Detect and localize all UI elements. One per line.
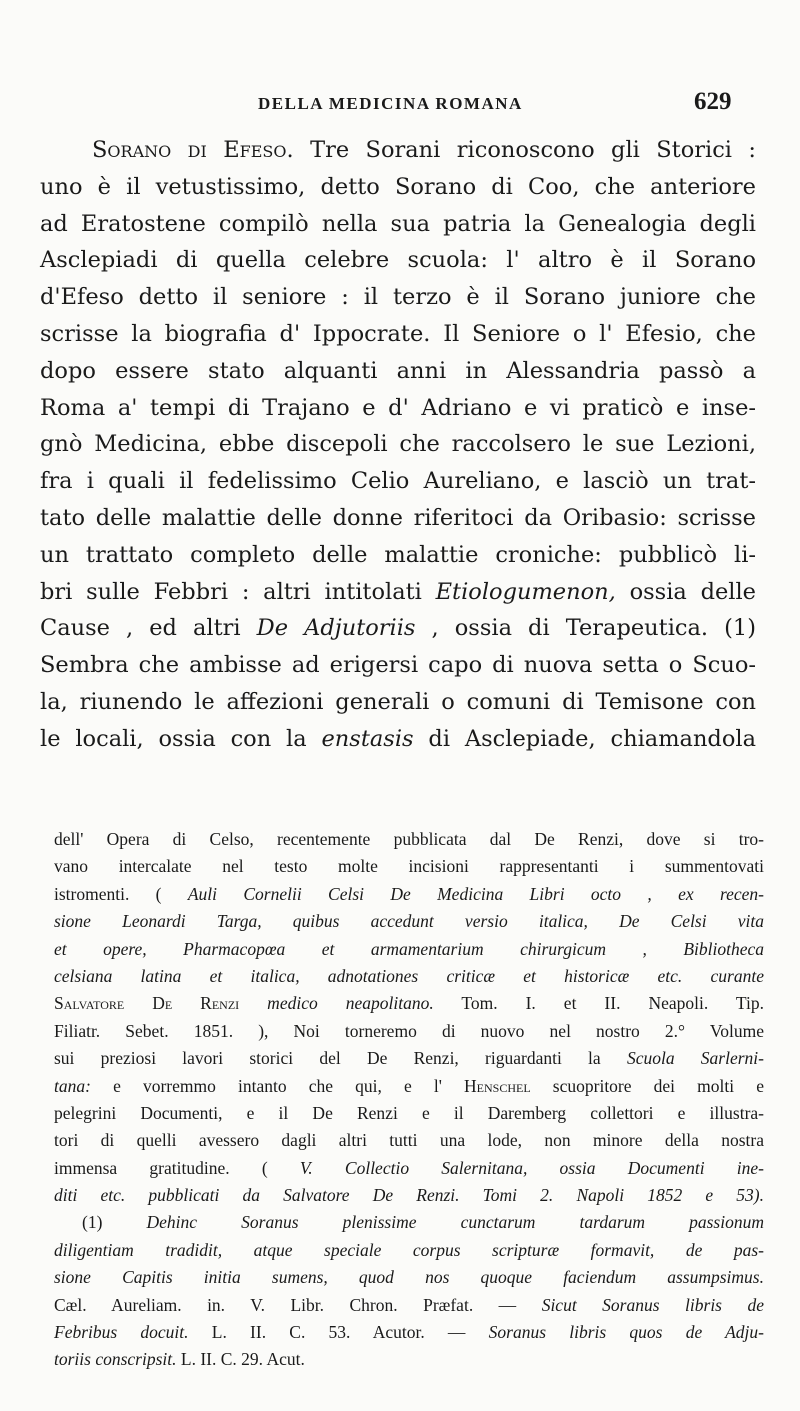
text-line	[40, 721, 756, 758]
footnotes	[54, 826, 764, 1374]
footnote-text: L. II. C. 29. Acut.	[176, 1349, 305, 1370]
footnote-line	[54, 1155, 764, 1182]
text-span: , ossia di Terapeutica. (1)	[415, 615, 756, 642]
italic-citation: Sicut Soranus libris de	[541, 1294, 765, 1315]
text-span: Tre Sorani riconoscono gli Storici :	[293, 137, 756, 163]
italic-citation: Febribus docuit.	[54, 1322, 189, 1343]
italic-citation: V. Collectio Salernitana, ossia Documenti ine-	[299, 1157, 764, 1178]
footnote-line	[54, 1264, 764, 1291]
italic-citation: medico neapolitano.	[239, 993, 434, 1014]
italic-citation: Soranus libris quos de Adju-	[488, 1322, 764, 1343]
text-line	[40, 610, 756, 647]
footnote-text: tori di quelli avessero dagli altri tutti una lode, non minore della nostra	[54, 1130, 764, 1151]
text-line: uno è il vetustissimo, detto Sorano di Coo, che anteriore	[40, 173, 756, 200]
italic-citation: tana:	[54, 1075, 91, 1096]
footnote-line	[54, 1100, 764, 1127]
footnote-text: scuopritore dei molti e	[530, 1075, 764, 1096]
italic-term: enstasis	[321, 725, 414, 752]
footnote-line	[54, 1237, 764, 1264]
footnote-line	[54, 963, 764, 990]
text-span: le locali, ossia con la	[40, 725, 322, 752]
small-caps-name: Salvatore De Renzi	[54, 993, 240, 1014]
italic-citation: Scuola Sarlerni-	[626, 1048, 764, 1069]
footnote-text: L. II. C. 53. Acutor. —	[188, 1322, 489, 1343]
footnote-line	[54, 1073, 764, 1100]
italic-citation: sione Leonardi Targa, quibus accedunt versio italica, De Celsi vita	[54, 911, 764, 932]
running-head	[0, 90, 800, 126]
running-title: DELLA MEDICINA ROMANA	[258, 94, 523, 113]
text-line: Asclepiadi di quella celebre scuola: l' altro è il Sorano	[40, 247, 756, 274]
text-span: ossia delle	[615, 578, 756, 605]
text-line	[40, 132, 756, 169]
footnote-text: immensa gratitudine. (	[54, 1157, 300, 1178]
small-caps-name: Henschel	[464, 1075, 531, 1096]
text-line: un trattato completo delle malattie croniche: pubblicò li-	[40, 541, 756, 568]
main-text	[40, 132, 756, 758]
section-heading: Sorano di Efeso.	[92, 137, 294, 163]
text-span: di Asclepiade, chiamandola	[413, 725, 756, 752]
footnote-line	[54, 1319, 764, 1346]
italic-title: De Adjutoriis	[256, 615, 416, 642]
footnote-line	[54, 1292, 764, 1319]
text-line: scrisse la biografia d' Ippocrate. Il Seniore o l' Efesio, che	[40, 320, 756, 347]
italic-citation: toriis conscripsit.	[54, 1349, 177, 1370]
footnote-text: Cæl. Aureliam. in. V. Libr. Chron. Præfat. —	[54, 1294, 542, 1315]
italic-citation: diti etc. pubblicati da Salvatore De Renzi. Tomi 2. Napoli 1852 e 53).	[54, 1185, 764, 1206]
footnote-line	[54, 936, 764, 963]
footnote-line	[54, 1346, 764, 1373]
footnote-line	[54, 1209, 764, 1236]
italic-citation: Dehinc Soranus plenissime cunctarum tardarum passionum	[146, 1212, 764, 1233]
footnote-line	[54, 881, 764, 908]
footnote-text: Filiatr. Sebet. 1851. ), Noi torneremo di nuovo nel nostro 2.° Volume	[54, 1020, 764, 1041]
text-line: gnò Medicina, ebbe discepoli che raccolsero le sue Lezioni,	[40, 431, 756, 458]
italic-citation: sione Capitis initia sumens, quod nos quoque faciendum assumpsimus.	[54, 1267, 764, 1288]
text-line: d'Efeso detto il seniore : il terzo è il Sorano juniore che	[40, 284, 756, 311]
footnote-text: pelegrini Documenti, e il De Renzi e il Daremberg collettori e illustra-	[54, 1102, 764, 1123]
text-line: Sembra che ambisse ad erigersi capo di nuova setta o Scuo-	[40, 652, 756, 679]
text-line: tato delle malattie delle donne riferitoci da Oribasio: scrisse	[40, 504, 756, 531]
text-line: fra i quali il fedelissimo Celio Aureliano, e lasciò un trat-	[40, 468, 756, 495]
text-span: Cause , ed altri	[40, 615, 257, 642]
text-span: bri sulle Febbri : altri intitolati	[40, 578, 436, 605]
italic-citation: diligentiam tradidit, atque speciale corpus scripturæ formavit, de pas-	[54, 1239, 764, 1260]
footnote-text: sui preziosi lavori storici del De Renzi, riguardanti la	[54, 1048, 627, 1069]
text-line: la, riunendo le affezioni generali o comuni di Temisone con	[40, 688, 756, 715]
footnote-line	[54, 1045, 764, 1072]
text-line: dopo essere stato alquanti anni in Alessandria passò a	[40, 357, 756, 384]
footnote-text: istromenti. (	[54, 883, 188, 904]
text-line: ad Eratostene compilò nella sua patria la Genealogia degli	[40, 210, 756, 237]
footnote-line	[54, 1018, 764, 1045]
page-number: 629	[694, 88, 732, 115]
footnote-text: Tom. I. et II. Neapoli. Tip.	[433, 993, 764, 1014]
footnote-text: (1)	[82, 1212, 147, 1233]
footnote-text: e vorremmo intanto che qui, e l'	[90, 1075, 465, 1096]
italic-citation: Auli Cornelii Celsi De Medicina Libri octo , ex recen-	[187, 883, 765, 904]
text-line	[40, 574, 756, 611]
footnote-line	[54, 826, 764, 853]
footnote-text: vano intercalate nel testo molte incisioni rappresentanti i summentovati	[54, 856, 764, 877]
text-line: Roma a' tempi di Trajano e d' Adriano e vi praticò e inse-	[40, 394, 756, 421]
footnote-line	[54, 1127, 764, 1154]
italic-citation: et opere, Pharmacopœa et armamentarium chirurgicum , Bibliotheca	[54, 938, 764, 959]
footnote-line	[54, 990, 764, 1017]
footnote-text: dell' Opera di Celso, recentemente pubblicata dal De Renzi, dove si tro-	[54, 829, 764, 849]
footnote-line	[54, 1182, 764, 1209]
footnote-line	[54, 908, 764, 935]
italic-title: Etiologumenon,	[435, 578, 616, 605]
footnote-line	[54, 853, 764, 880]
italic-citation: celsiana latina et italica, adnotationes criticæ et historicæ etc. curante	[54, 965, 764, 986]
